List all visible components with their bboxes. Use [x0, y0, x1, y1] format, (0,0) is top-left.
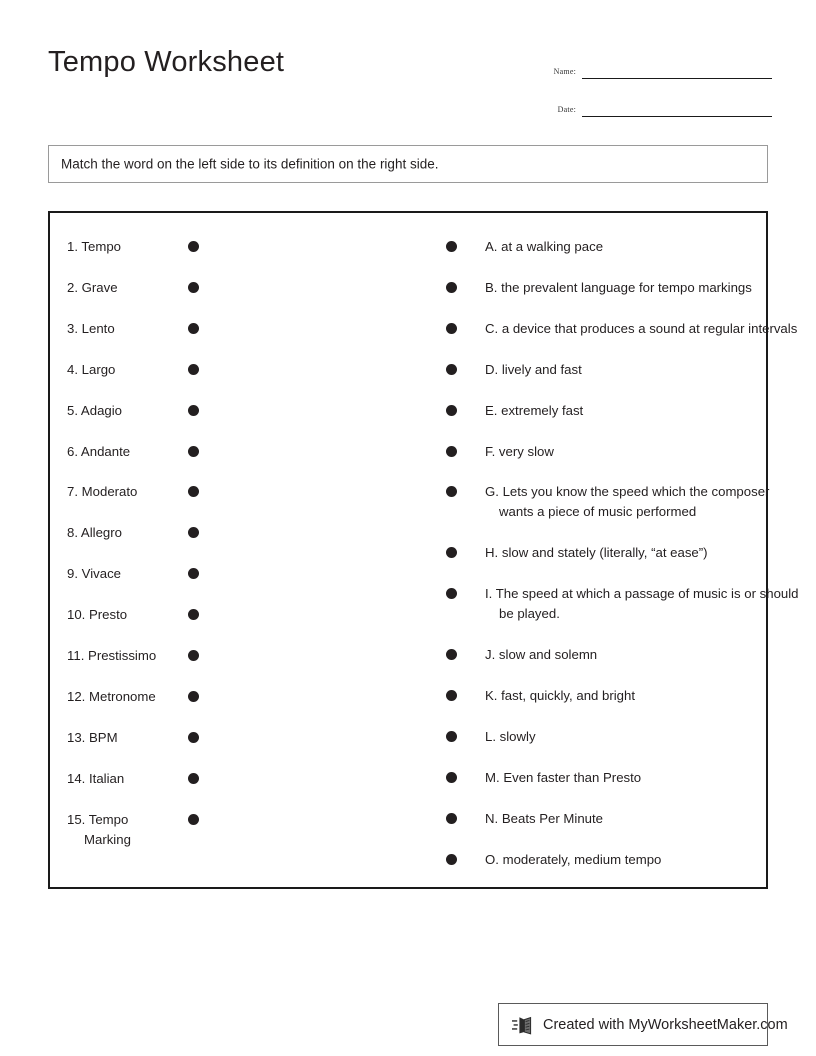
left-match-dot[interactable]: [188, 323, 199, 334]
name-field-row: [548, 44, 772, 82]
right-item-definition: L. slowly: [485, 728, 536, 744]
left-item-label: 6. Andante: [67, 443, 131, 459]
date-field-row: [548, 82, 772, 120]
matching-right-item: [390, 768, 770, 792]
right-item-definition: M. Even faster than Presto: [485, 769, 642, 785]
right-match-dot[interactable]: [446, 772, 457, 783]
left-item-label: 14. Italian: [67, 770, 125, 786]
left-item-label: 9. Vivace: [67, 566, 122, 582]
left-item-label: 8. Allegro: [67, 525, 122, 541]
right-item-definition-continuation: wants a piece of music performed: [499, 504, 697, 520]
left-item-label: 3. Lento: [67, 320, 115, 336]
right-match-dot[interactable]: [446, 690, 457, 701]
right-match-dot[interactable]: [446, 731, 457, 742]
left-item-label: 2. Grave: [67, 279, 118, 295]
left-item-label: 5. Adagio: [67, 402, 122, 418]
right-item-definition: F. very slow: [485, 443, 554, 459]
right-item-definition: I. The speed at which a passage of music is or should be played.: [485, 584, 807, 624]
matching-left-item: [50, 564, 390, 588]
page-title: Tempo Worksheet: [48, 46, 285, 78]
matching-left-item: [50, 360, 390, 384]
matching-left-item: [50, 728, 390, 752]
left-match-dot[interactable]: [188, 773, 199, 784]
matching-right-item: [390, 727, 770, 751]
left-item-label: 7. Moderato: [67, 484, 138, 500]
name-input-line[interactable]: [582, 78, 772, 79]
left-match-dot[interactable]: [188, 282, 199, 293]
worksheet-header: [0, 0, 816, 130]
left-item-label: 11. Prestissimo: [67, 648, 157, 663]
matching-left-item: [50, 523, 390, 547]
matching-exercise-box: [48, 211, 799, 889]
matching-right-item: [390, 278, 770, 302]
right-match-dot[interactable]: [446, 813, 457, 824]
left-match-dot[interactable]: [188, 568, 199, 579]
left-match-dot[interactable]: [188, 405, 199, 416]
created-with-badge[interactable]: [498, 1003, 788, 1046]
matching-right-item: [390, 645, 770, 669]
left-item-label: 12. Metronome: [67, 688, 156, 704]
right-item-definition: O. moderately, medium tempo: [485, 851, 662, 867]
date-input-line[interactable]: [582, 116, 772, 117]
instructions-box: [48, 145, 768, 183]
right-match-dot[interactable]: [446, 588, 457, 599]
right-item-definition: C. a device that produces a sound at regular intervals: [485, 320, 798, 336]
right-item-definition: G. Lets you know the speed which the composer wants a piece of music performed: [485, 482, 807, 522]
date-label: Date:: [557, 105, 576, 114]
left-match-dot[interactable]: [188, 527, 199, 538]
matching-right-item: [390, 319, 798, 343]
matching-left-item: [50, 401, 390, 425]
left-match-dot[interactable]: [188, 241, 199, 252]
left-item-label: 1. Tempo: [67, 239, 122, 254]
matching-right-item: [390, 686, 770, 710]
right-item-definition: A. at a walking pace: [485, 239, 604, 254]
matching-right-item: [390, 237, 770, 261]
name-date-block: [548, 44, 772, 120]
matching-left-item: [50, 687, 390, 711]
right-match-dot[interactable]: [446, 446, 457, 457]
right-item-definition: B. the prevalent language for tempo markings: [485, 279, 752, 295]
instructions-text: Match the word on the left side to its definition on the right side.: [61, 156, 439, 172]
matching-left-item: [50, 769, 390, 793]
left-match-dot[interactable]: [188, 732, 199, 743]
right-match-dot[interactable]: [446, 649, 457, 660]
matching-left-item: [50, 482, 390, 506]
matching-left-item: [50, 442, 390, 466]
left-item-label: 15. Tempo Marking: [67, 810, 179, 850]
worksheet-maker-logo-icon: [511, 1013, 535, 1037]
right-item-definition: K. fast, quickly, and bright: [485, 688, 636, 703]
matching-right-item: [390, 482, 770, 520]
matching-left-item: [50, 319, 390, 343]
matching-right-item: [390, 360, 770, 384]
matching-right-item: [390, 442, 770, 466]
matching-right-item: [390, 543, 770, 567]
right-item-definition: J. slow and solemn: [485, 647, 598, 663]
right-match-dot[interactable]: [446, 405, 457, 416]
matching-left-item: [50, 810, 390, 847]
matching-left-item: [50, 278, 390, 302]
left-item-label-continuation: Marking: [84, 831, 131, 847]
matching-left-item: [50, 646, 390, 670]
matching-right-item: [390, 850, 770, 874]
matching-right-item: [390, 401, 770, 425]
matching-left-item: [50, 605, 390, 629]
right-match-dot[interactable]: [446, 486, 457, 497]
right-match-dot[interactable]: [446, 854, 457, 865]
left-item-label: 4. Largo: [67, 361, 116, 377]
matching-right-item: [390, 809, 770, 833]
left-match-dot[interactable]: [188, 691, 199, 702]
left-match-dot[interactable]: [188, 650, 199, 661]
left-match-dot[interactable]: [188, 364, 199, 375]
right-match-dot[interactable]: [446, 241, 457, 252]
right-item-definition: H. slow and stately (literally, “at ease”): [485, 545, 708, 561]
right-item-definition: D. lively and fast: [485, 361, 582, 377]
left-item-label: 10. Presto: [67, 607, 128, 623]
matching-left-column: [50, 213, 390, 887]
left-match-dot[interactable]: [188, 609, 199, 620]
badge-label: Created with MyWorksheetMaker.com: [543, 1016, 788, 1033]
left-match-dot[interactable]: [188, 814, 199, 825]
right-match-dot[interactable]: [446, 547, 457, 558]
matching-left-item: [50, 237, 390, 261]
matching-right-item: [390, 584, 799, 622]
right-item-definition: E. extremely fast: [485, 402, 584, 418]
name-label: Name:: [553, 67, 576, 76]
left-match-dot[interactable]: [188, 486, 199, 497]
right-item-definition-continuation: be played.: [499, 606, 560, 622]
right-match-dot[interactable]: [446, 282, 457, 293]
left-item-label: 13. BPM: [67, 729, 118, 745]
left-match-dot[interactable]: [188, 446, 199, 457]
right-match-dot[interactable]: [446, 323, 457, 334]
right-item-definition: N. Beats Per Minute: [485, 810, 604, 826]
right-match-dot[interactable]: [446, 364, 457, 375]
matching-right-column: [390, 213, 799, 887]
